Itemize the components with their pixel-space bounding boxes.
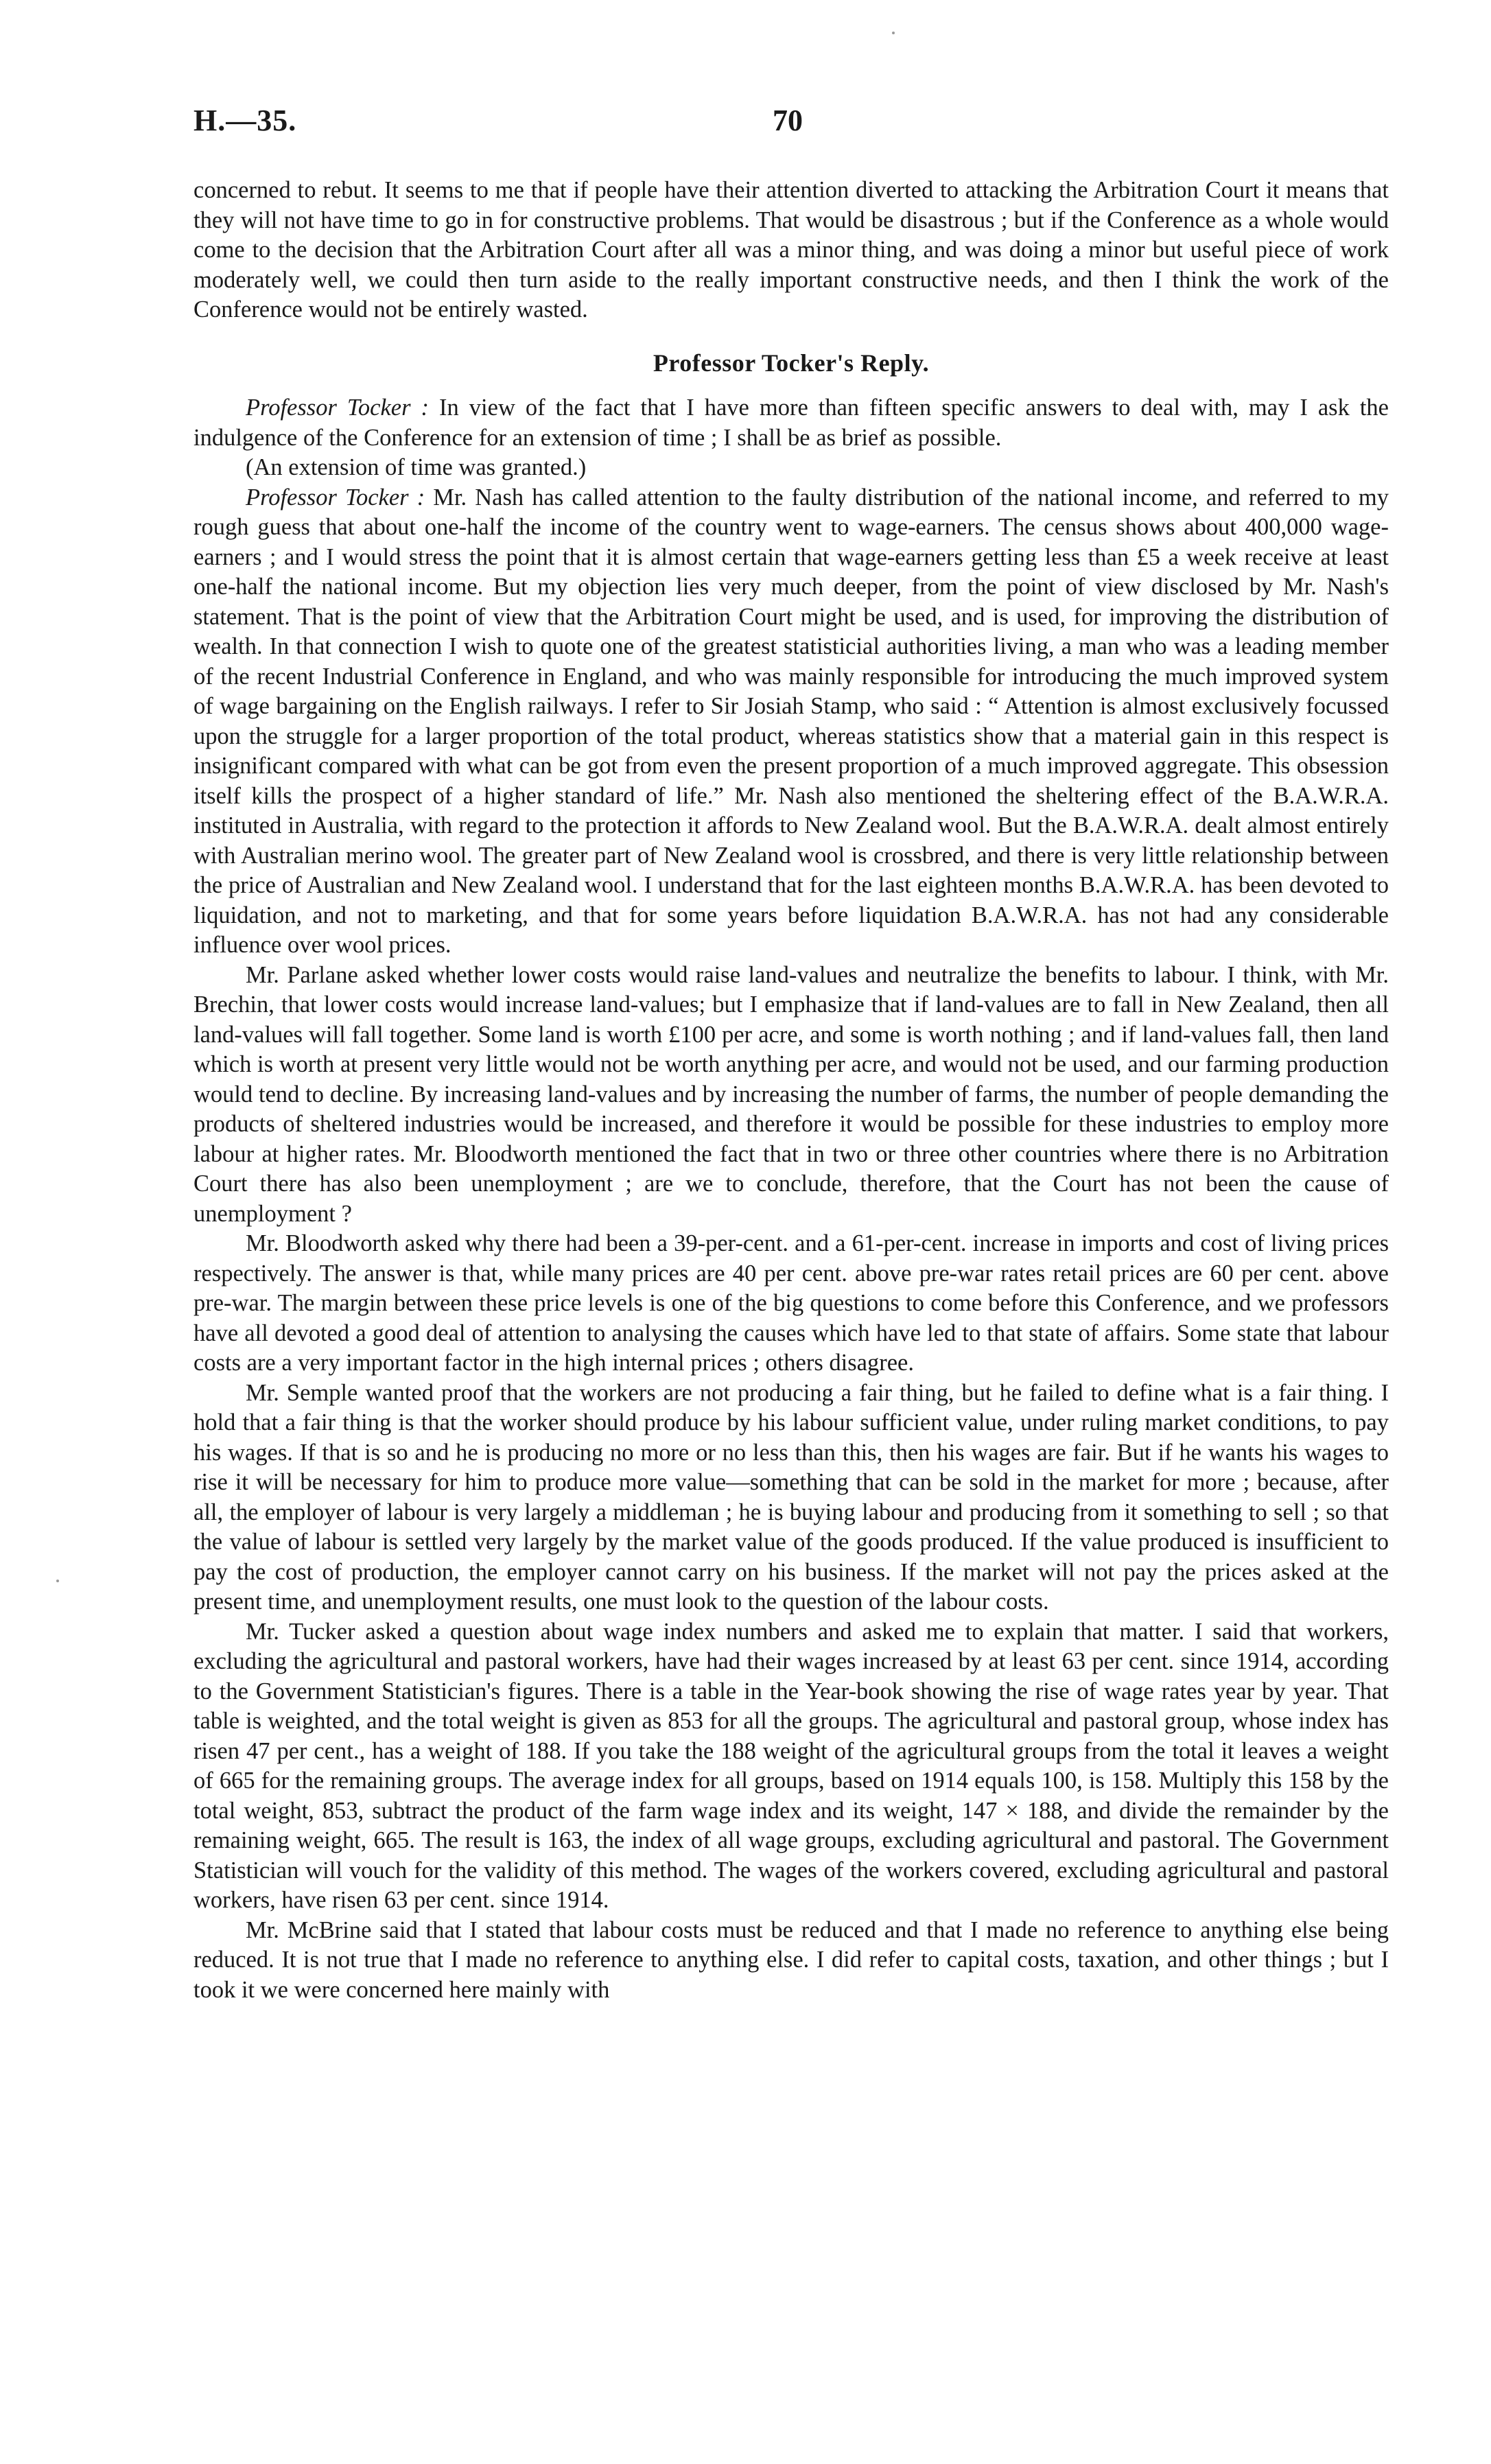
section-heading: Professor Tocker's Reply. [653, 349, 930, 377]
report-code: H.—35. [193, 104, 297, 137]
opening-paragraph: concerned to rebut. It seems to me that if people have their attention diverted to attacking the Arbitration Court it means that they will not have time to go in for constructive problems. That would be disastrous ; but if the Conference as a whole would come to the decision that the Arbitration Court after all was a minor thing, and was doing a minor but useful piece of work moderately well, we could then turn aside to the really important constructive needs, and then I think the work of the Conference would not be entirely wasted. [193, 177, 1389, 322]
paragraph-text: Mr. Parlane asked whether lower costs would raise land-values and neutralize the benefits to labour. I think, with Mr. Brechin, that lower costs would increase land-values; but I emphasize that if land-values are to fall in New Zealand, then all land-values will fall together. Some land is worth £100 per acre, and some is worth nothing ; and if land-values fall, then land which is worth at present very little would not be worth anything per acre, and would not be used, and our farming production would tend to decline. By increasing land-values and by increasing the number of farms, the number of people demanding the products of sheltered industries would be increased, and therefore it would be possible for these industries to employ more labour at higher rates. Mr. Bloodworth mentioned the fact that in two or three other countries where there is no Arbitration Court there has also been unemployment ; are we to conclude, therefore, that the Court has not been the cause of unemployment ? [193, 961, 1389, 1227]
paragraph-5 [193, 1229, 1389, 1378]
scan-speck [892, 32, 895, 34]
paragraph-1 [193, 393, 1389, 453]
paragraph-text: Mr. Bloodworth asked why there had been a 39-per-cent. and a 61-per-cent. increase in imports and cost of living prices respectively. The answer is that, while many prices are 40 per cent. above pre-war rates retail prices are 60 per cent. above pre-war. The margin between these price levels is one of the big questions to come before this Conference, and we professors have all devoted a good deal of attention to analysing the causes which have led to that state of affairs. Some state that labour costs are a very important factor in the high internal prices ; others disagree. [193, 1230, 1389, 1376]
body-text [193, 176, 1389, 2005]
paragraph-text: Mr. Tucker asked a question about wage index numbers and asked me to explain that matter. I said that workers, excluding the agricultural and pastoral workers, have had their wages increased by at least 63 per cent. since 1914, according to the Government Statistician's figures. There is a table in the Year-book showing the rise of wage rates year by year. That table is weighted, and the total weight is given as 853 for all the groups. The agricultural and pastoral group, whose index has risen 47 per cent., has a weight of 188. If you take the 188 weight of the agricultural groups from the total it leaves a weight of 665 for the remaining groups. The average index for all groups, based on 1914 equals 100, is 158. Multiply this 158 by the total weight, 853, subtract the product of the farm wage index and its weight, 147 × 188, and divide the remainder by the remaining weight, 665. The result is 163, the index of all wage groups, excluding agricultural and pastoral. The Government Statistician will vouch for the validity of this method. The wages of the workers covered, excluding agricultural and pastoral workers, have risen 63 per cent. since 1914. [193, 1618, 1389, 1913]
paragraph-3 [193, 483, 1389, 961]
scan-speck [56, 1580, 59, 1582]
paragraph-text: Mr. Nash has called attention to the faulty distribution of the national income, and referred to my rough guess that about one-half the income of the country went to wage-earners. The census shows about 400,000 wage-earners ; and I would stress the point that it is almost certain that wage-earners getting less than £5 a week receive at least one-half the national income. But my objection lies very much deeper, from the point of view disclosed by Mr. Nash's statement. That is the point of view that the Arbitration Court might be used, and is used, for improving the distribution of wealth. In that connection I wish to quote one of the greatest statisticial authorities living, a man who was a leading member of the recent Industrial Conference in England, and who was mainly responsible for introducing the much improved system of wage bargaining on the English railways. I refer to Sir Josiah Stamp, who said : “ Attention is almost exclusively focussed upon the struggle for a larger proportion of the total product, whereas statistics show that a material gain in this respect is insignificant compared with what can be got from even the present proportion of a much improved aggregate. This obsession itself kills the prospect of a higher standard of life.” Mr. Nash also mentioned the sheltering effect of the B.A.W.R.A. instituted in Australia, with regard to the protection it affords to New Zealand wool. But the B.A.W.R.A. dealt almost entirely with Australian merino wool. The greater part of New Zealand wool is crossbred, and there is very little relationship between the price of Australian and New Zealand wool. I understand that for the last eighteen months B.A.W.R.A. has been devoted to liquidation, and not to marketing, and that for some years before liquidation B.A.W.R.A. has not had any considerable influence over wool prices. [193, 484, 1389, 958]
paragraph-text: Mr. McBrine said that I stated that labour costs must be reduced and that I made no reference to anything else being reduced. It is not true that I made no reference to anything else. I did refer to capital costs, taxation, and other things ; but I took it we were concerned here mainly with [193, 1916, 1389, 2003]
paragraph-8 [193, 1916, 1389, 2006]
paragraph-6 [193, 1378, 1389, 1617]
paragraph-text: In view of the fact that I have more than fifteen specific answers to deal with, may I ask the indulgence of the Conference for an extension of time ; I shall be as brief as possible. [193, 395, 1389, 451]
paragraph-4 [193, 961, 1389, 1230]
speaker-label: Professor Tocker : [246, 395, 430, 421]
paragraph-7 [193, 1617, 1389, 1916]
page-number: 70 [773, 104, 803, 137]
paragraph-2 [193, 453, 1389, 483]
paragraph-text: (An extension of time was granted.) [246, 454, 587, 480]
paragraph-text: Mr. Semple wanted proof that the workers are not producing a fair thing, but he failed to define what is a fair thing. I hold that a fair thing is that the worker should produce by his labour sufficient value, under ruling market conditions, to pay his wages. If that is so and he is producing no more or no less than this, then his wages are fair. But if he wants his wages to rise it will be necessary for him to produce more value—something that can be sold in the market for more ; because, after all, the employer of labour is very largely a middleman ; he is buying labour and producing from it something to sell ; so that the value of labour is settled very largely by the market value of the goods produced. If the value produced is insufficient to pay the cost of production, the employer cannot carry on his business. If the market will not pay the prices asked at the present time, and unemployment results, one must look to the question of the labour costs. [193, 1379, 1389, 1615]
speaker-label: Professor Tocker : [246, 484, 425, 511]
